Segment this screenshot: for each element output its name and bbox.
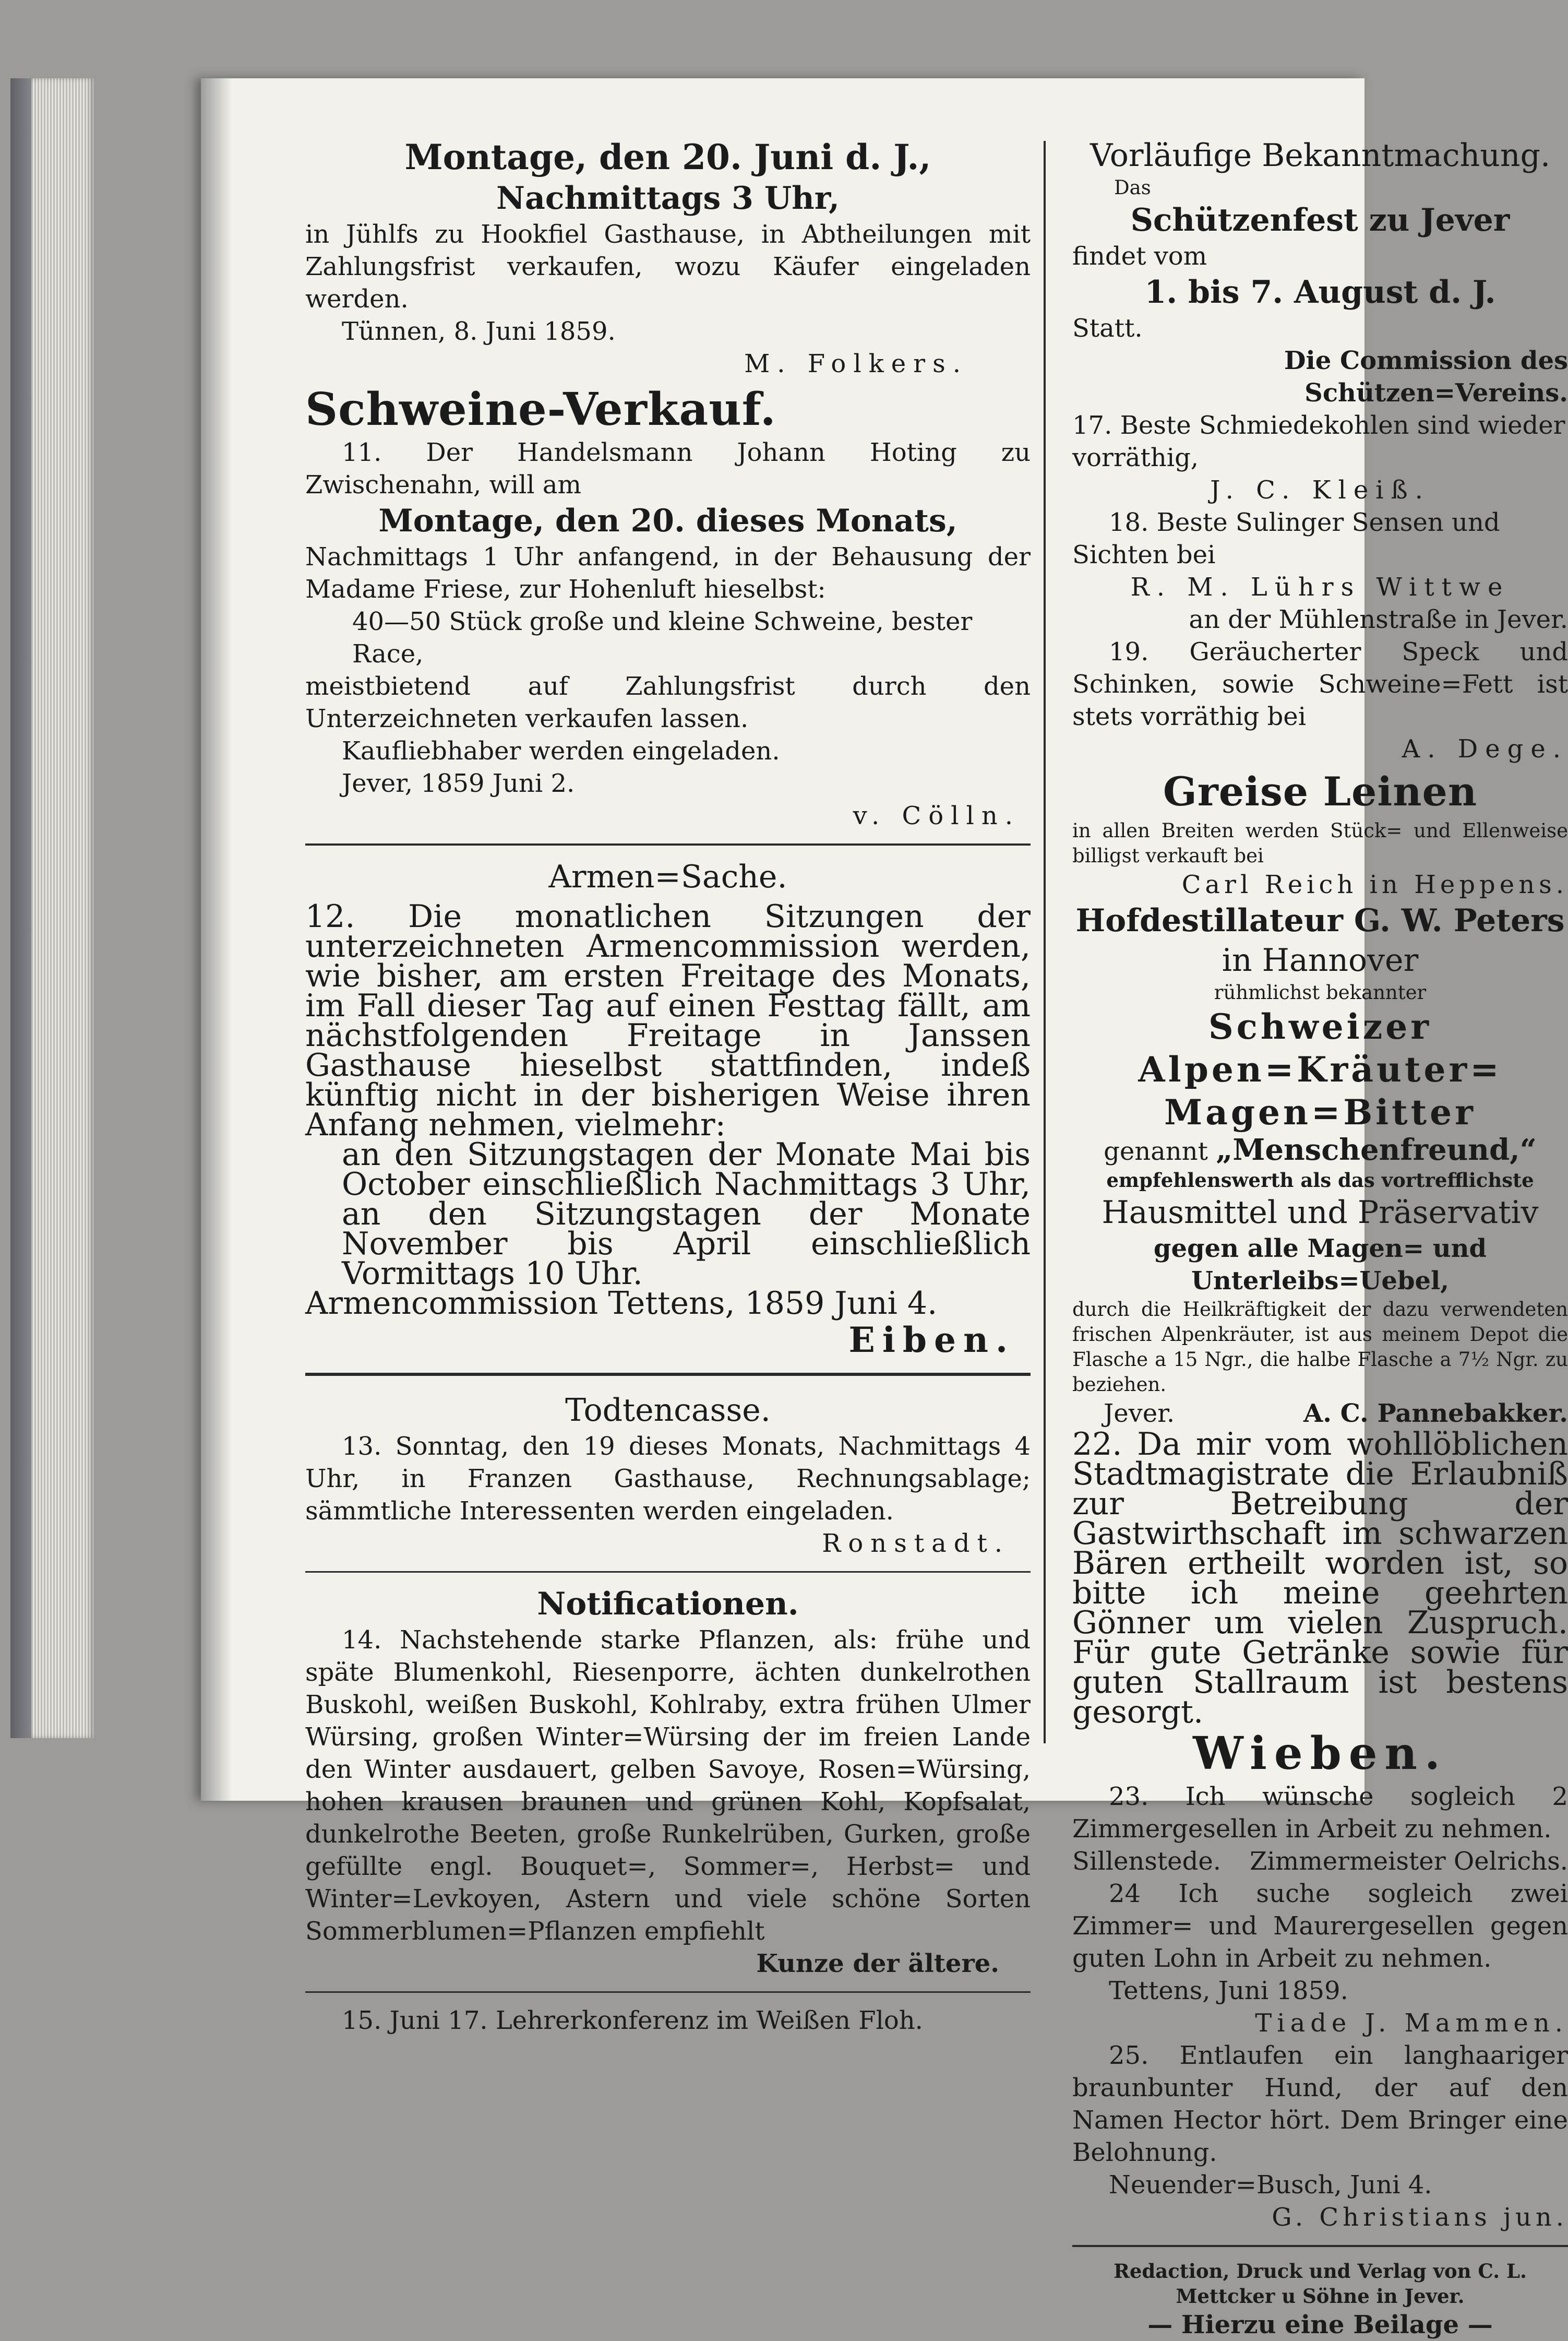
ad-signature: Eiben. (848, 1320, 1015, 1360)
ad-lehrerkonferenz (305, 2004, 1031, 2037)
ad-body: 12. Die monatlichen Sitzungen der unterzeichneten Armencommission werden, wie bisher, am ersten Freitage des Monats, im Fall dieser Tag auf einen Festtag fällt, am nächstfolgenden Freitage in Janssen Gasthause hieselbst stattfinden, indeß künftig nicht in der bisherigen Weise ihren Anfang nehmen, vielmehr: (305, 898, 1031, 1143)
ad-maurergesellen (1072, 1877, 1568, 2039)
ad-gastwirthschaft (1072, 1426, 1568, 1780)
ad-zimmergesellen (1072, 1780, 1568, 1877)
ad-todtencasse (305, 1391, 1031, 1560)
ad-date: Tettens, Juni 1859. (1109, 1976, 1348, 2005)
column-divider (1044, 141, 1046, 1743)
ad-text: durch die Heilkräftigkeit der dazu verwendeten frischen Alpenkräuter, ist aus meinem Depot die Flasche a 15 Ngr., die halbe Flasche a 7½ Ngr. zu beziehen. (1072, 1298, 1568, 1396)
ad-magen-bitter (1072, 901, 1568, 1430)
ad-statt: Statt. (1072, 314, 1143, 343)
ad-text: in allen Breiten werden Stück= und Ellenweise billigst verkauft bei (1072, 819, 1568, 867)
ad-signature: Tiade J. Mammen. (1255, 2009, 1568, 2038)
ad-title: Schweine-Verkauf. (305, 383, 776, 436)
newspaper-page (201, 78, 1568, 2339)
ad-time: Nachmittags 3 Uhr, (496, 180, 840, 217)
ad-place: Jever. (1104, 1399, 1175, 1428)
ad-speck (1072, 636, 1568, 765)
ad-body-schedule: an den Sitzungstagen der Monate Mai bis October einschließlich Nachmittags 3 Uhr, an den Sitzungstagen der Monate November bis April einschließlich Vormittags 10 Uhr. (342, 1136, 1031, 1292)
ad-signature: v. Cölln. (853, 801, 1020, 830)
ad-findet: findet vom (1072, 242, 1207, 271)
ad-date: Neuender=Busch, Juni 4. (1109, 2170, 1432, 2200)
supplement-note: — Hierzu eine Beilage — (1147, 2310, 1493, 2339)
ad-signature: Die Commission des Schützen=Vereins. (1284, 346, 1568, 408)
left-column (305, 136, 1031, 2037)
ad-text: 14. Nachstehende starke Pflanzen, als: frühe und späte Blumenkohl, Riesenporre, ächten dunkelrothen Buskohl, weißen Buskohl, Kohlraby, extra frühen Ulmer Würsing, großen Winter=Würsing der im freien Lande den Winter ausdauert, gelben Savoye, Rosen=Würsing, hohen krausen braunen und grünen Kohl, Kopfsalat, dunkelrothe Beeten, große Runkelrüben, Gurken, große gefüllte engl. Bouquet=, Sommer=, Herbst= und Winter=Levkoyen, Astern und viele schöne Sorten Sommerblumen=Pflanzen empfiehlt (305, 1625, 1031, 1946)
ad-heading: Todtencasse. (565, 1392, 771, 1429)
ad-renowned: rühmlichst bekannter (1214, 981, 1427, 1004)
book-page-stack (31, 78, 94, 1738)
ad-signature-address: an der Mühlenstraße in Jever. (1189, 605, 1568, 634)
ad-place: Sillenstede. (1072, 1847, 1221, 1876)
ad-heading: Vorläufige Bekanntmachung. (1090, 137, 1551, 174)
ad-invite: Kaufliebhaber werden eingeladen. (342, 736, 780, 766)
ad-das: Das (1114, 176, 1151, 199)
ad-called: „Menschenfreund,“ (1216, 1133, 1537, 1167)
ad-signature: A. Dege. (1402, 734, 1568, 764)
ad-intro: 11. Der Handelsmann Johann Hoting zu Zwischenahn, will am (305, 438, 1031, 500)
ad-text2: meistbietend auf Zahlungsfrist durch den Unterzeichneten verkaufen lassen. (305, 672, 1031, 733)
ad-product2: Magen=Bitter (1164, 1092, 1476, 1133)
ad-text: 13. Sonntag, den 19 dieses Monats, Nachmittags 4 Uhr, in Franzen Gasthause, Rechnungsablage; sämmtliche Interessenten werden eingeladen. (305, 1432, 1031, 1526)
section-rule (305, 1373, 1031, 1376)
ad-signature: R. M. Lührs Wittwe (1130, 573, 1510, 602)
ad-title: Greise Leinen (1163, 768, 1478, 815)
imprint: Redaction, Druck und Verlag von C. L. Mettcker u Söhne in Jever. (1114, 2260, 1527, 2308)
ad-signature: A. C. Pannebakker. (1303, 1399, 1568, 1428)
ad-title: Schützenfest zu Jever (1130, 202, 1510, 239)
ad-schuetzenfest (1072, 136, 1568, 409)
ad-auction-tuennen (305, 136, 1031, 380)
ad-against: gegen alle Magen= und Unterleibs=Uebel, (1153, 1234, 1487, 1296)
ad-signature: M. Folkers. (744, 349, 968, 378)
imprint-rule (1072, 2245, 1568, 2247)
ad-text: 25. Entlaufen ein langhaariger braunbunter Hund, der auf den Namen Hector hört. Dem Bringer eine Belohnung. (1072, 2041, 1568, 2167)
ad-heading: Notificationen. (537, 1586, 799, 1622)
gutter-shadow (201, 78, 232, 1801)
ad-text: 24 Ich suche sogleich zwei Zimmer= und Maurergesellen gegen guten Lohn in Arbeit zu nehmen. (1072, 1879, 1568, 1973)
ad-title: Montage, den 20. Juni d. J., (404, 137, 931, 177)
ad-text: Nachmittags 1 Uhr anfangend, in der Behausung der Madame Friese, zur Hohenluft hieselbst: (305, 542, 1031, 604)
ad-greise-leinen (1072, 765, 1568, 901)
ad-called-label: genannt (1104, 1137, 1208, 1166)
right-column (1072, 136, 1568, 2341)
ad-body-closing: Armencommission Tettens, 1859 Juni 4. (305, 1285, 938, 1322)
ad-notificationen (305, 1584, 1031, 1980)
section-rule (305, 1991, 1031, 1993)
ad-signature: Kunze der ältere. (756, 1949, 999, 1978)
ad-dates: 1. bis 7. August d. J. (1144, 274, 1496, 311)
ad-hund (1072, 2039, 1568, 2233)
section-rule (305, 1571, 1031, 1573)
ad-date-line: Montage, den 20. dieses Monats, (378, 503, 957, 539)
ad-signature: Carl Reich in Heppens. (1181, 870, 1568, 899)
ad-recommend: empfehlenswerth als das vortrefflichste (1106, 1169, 1534, 1192)
ad-maker: Hofdestillateur G. W. Peters (1075, 902, 1565, 939)
ad-signature: G. Christians jun. (1272, 2203, 1568, 2232)
ad-text: 17. Beste Schmiedekohlen sind wieder vorräthig, (1072, 411, 1565, 472)
ad-text: 23. Ich wünsche sogleich 2 Zimmergesellen in Arbeit zu nehmen. (1072, 1782, 1568, 1844)
ad-signature: Zimmermeister Oelrichs. (1250, 1847, 1568, 1876)
ad-remedy: Hausmittel und Präservativ (1102, 1194, 1539, 1231)
ad-text: 15. Juni 17. Lehrerkonferenz im Weißen Floh. (342, 2006, 923, 2035)
ad-signature: Wieben. (1193, 1727, 1447, 1780)
ad-date: Tünnen, 8. Juni 1859. (342, 317, 616, 346)
ad-signature: Ronstadt. (822, 1529, 1010, 1558)
ad-schweine-verkauf (305, 383, 1031, 832)
ad-text: in Jühlfs zu Hookfiel Gasthause, in Abtheilungen mit Zahlungsfrist verkaufen, wozu Käufer eingeladen werden. (305, 220, 1031, 314)
ad-date: Jever, 1859 Juni 2. (342, 769, 575, 798)
ad-sensen (1072, 506, 1568, 636)
section-rule (305, 843, 1031, 846)
ad-product: Schweizer Alpen=Kräuter= (1138, 1006, 1502, 1090)
ad-body: 22. Da mir vom wohllöblichen Stadtmagistrate die Erlaubniß zur Betreibung der Gastwirthschaft im schwarzen Bären ertheilt worden ist, so bitte ich meine geehrten Gönner um vielen Zuspruch. Für gute Getränke sowie für guten Stallraum ist bestens gesorgt. (1072, 1426, 1568, 1730)
ad-text: 19. Geräucherter Speck und Schinken, sowie Schweine=Fett ist stets vorräthig bei (1072, 637, 1568, 731)
ad-item: 40—50 Stück große und kleine Schweine, bester Race, (352, 607, 973, 669)
ad-text: 18. Beste Sulinger Sensen und Sichten bei (1072, 508, 1500, 569)
ad-signature: J. C. Kleiß. (1210, 476, 1430, 505)
ad-schmiedekohlen (1072, 409, 1568, 506)
ad-city: in Hannover (1222, 942, 1419, 979)
ad-armen-sache (305, 857, 1031, 1361)
ad-heading: Armen=Sache. (548, 859, 787, 895)
